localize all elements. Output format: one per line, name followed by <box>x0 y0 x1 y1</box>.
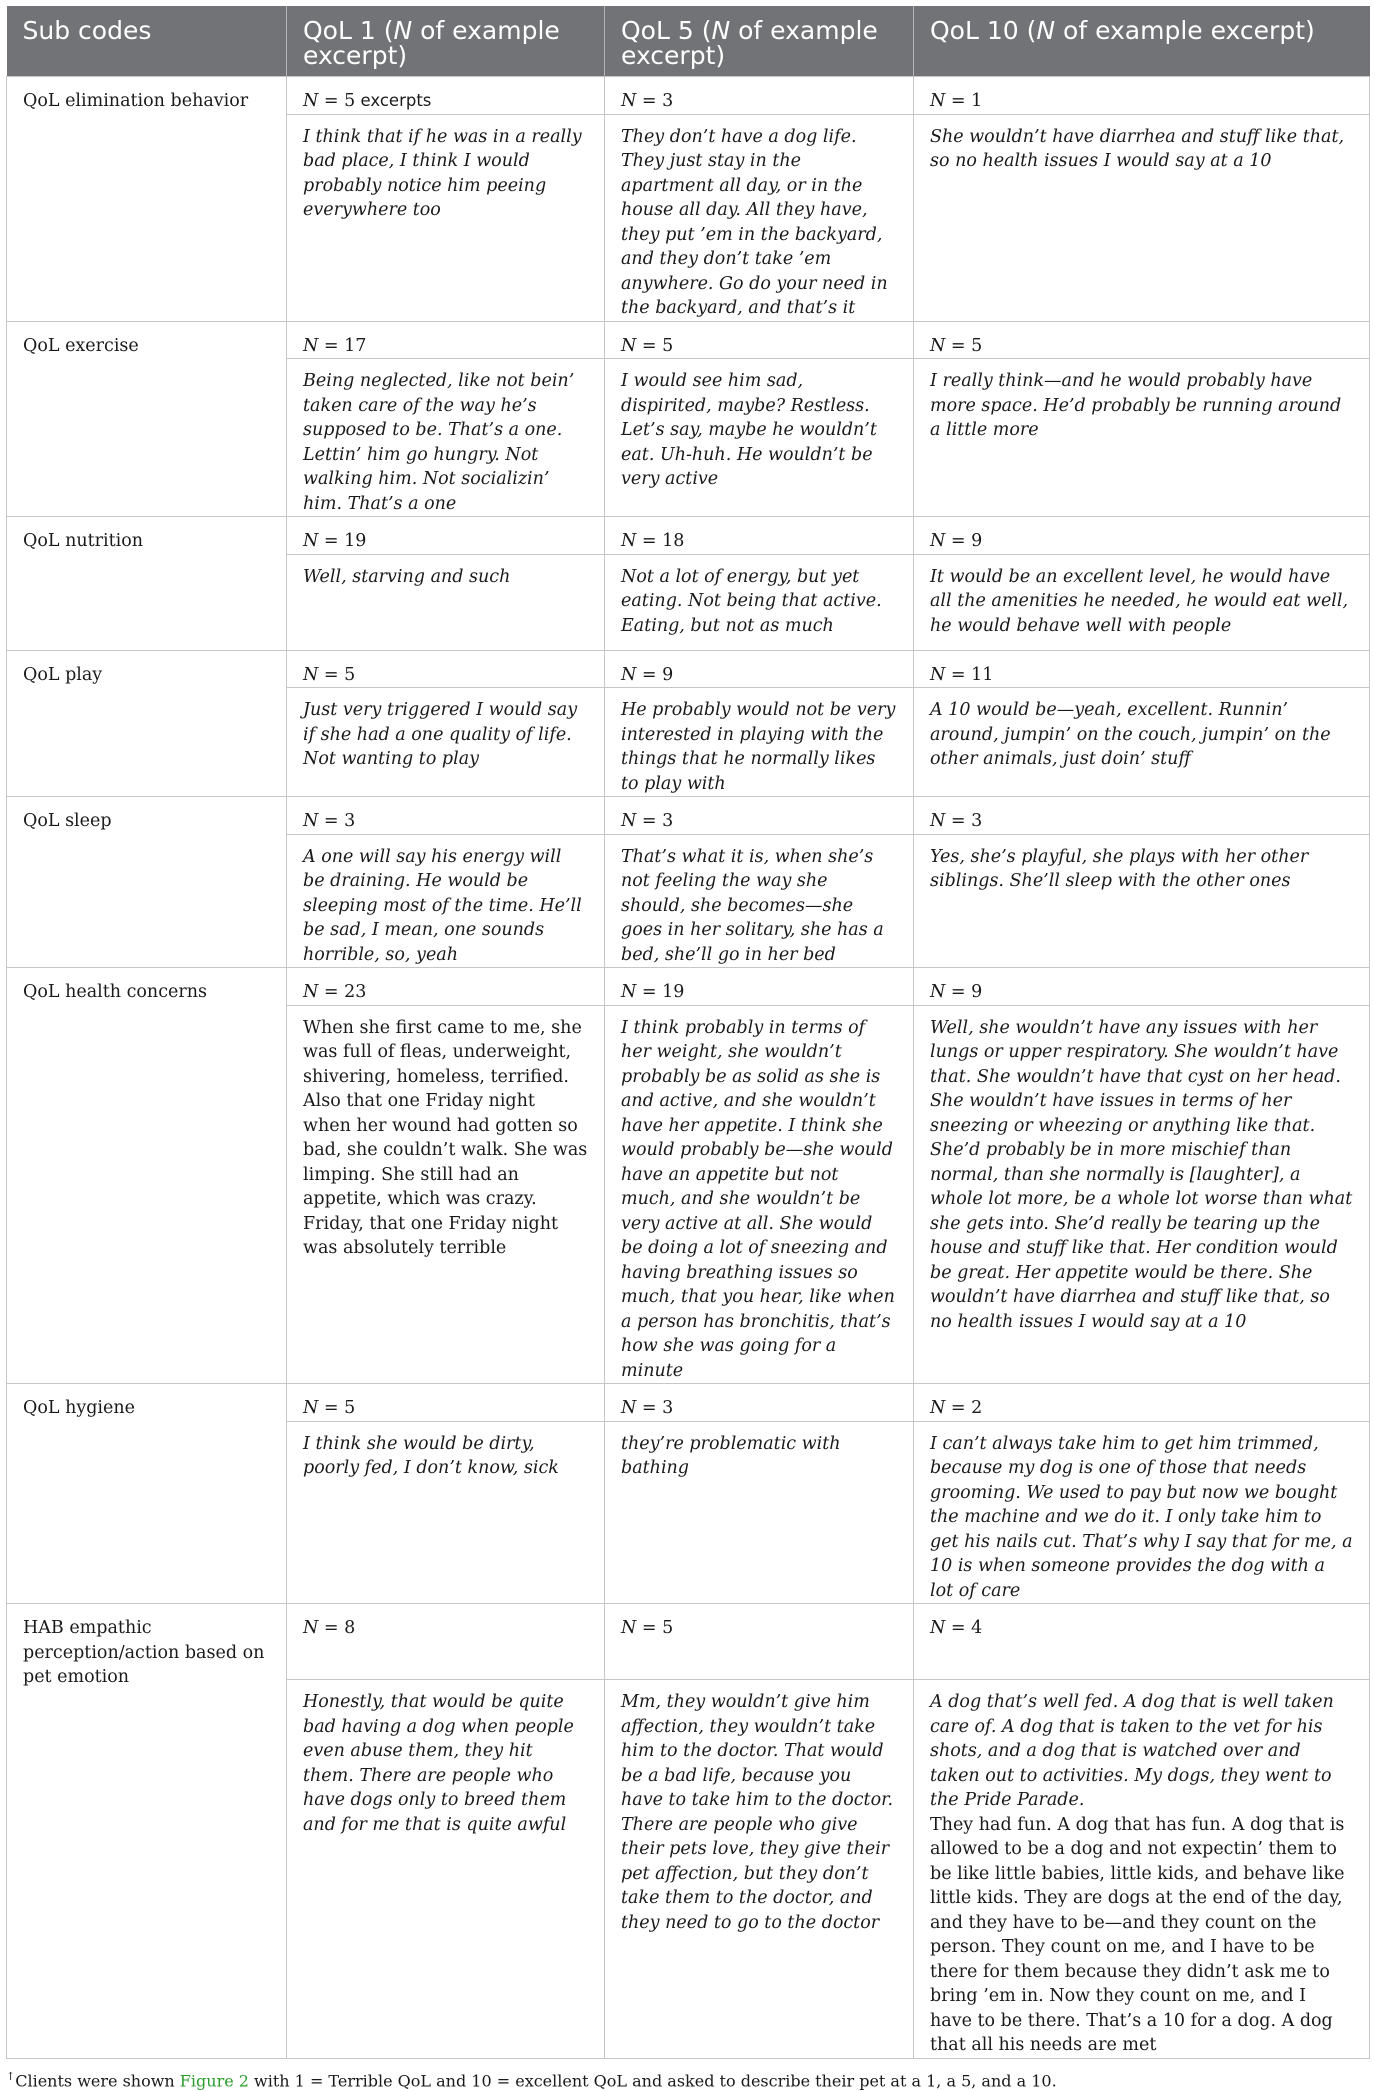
excerpt-qol10-part2: They had fun. A dog that has fun. A dog that is allowed to be a dog and not expectin’ them to be like little babies, little kids, and behave like little kids. They are dogs at the end of the day, and they have to be—and they count on the person. They count on me, and I have to be there for them because they didn’t ask me to bring ’em in. Now they count on me, and I have to be there. That’s a 10 for a dog. A dog that all his needs are met <box>930 1814 1345 2055</box>
subcode-cell: QoL exercise <box>7 321 287 517</box>
excerpt-qol5: He probably would not be very interested in playing with the things that he normally likes to play with <box>605 688 914 797</box>
n-cell-qol10: N = 1 <box>914 77 1370 115</box>
footnote-text-pre: Clients were shown <box>15 2070 180 2090</box>
excerpt-qol10: It would be an excellent level, he would have all the amenities he needed, he would eat well, he would behave well with people <box>914 554 1370 650</box>
excerpt-qol1: Just very triggered I would say if she had a one quality of life. Not wanting to play <box>287 688 605 797</box>
n-cell-qol10: N = 3 <box>914 797 1370 835</box>
n-cell-qol10: N = 5 <box>914 321 1370 359</box>
footnote-mark: ↑ <box>6 2069 16 2083</box>
excerpt-qol5: That’s what it is, when she’s not feeling the way she should, she becomes—she goes in her solitary, she has a bed, she’ll go in her bed <box>605 834 914 968</box>
n-cell-qol10: N = 4 <box>914 1604 1370 1680</box>
n-cell-qol5: N = 3 <box>605 77 914 115</box>
n-cell-qol1: N = 5 <box>287 650 605 688</box>
n-cell-qol5: N = 5 <box>605 321 914 359</box>
footnote-text-post: with 1 = Terrible QoL and 10 = excellent QoL and asked to describe their pet at a 1, a 5, and a 10. <box>248 2070 1057 2090</box>
excerpt-qol1: A one will say his energy will be draining. He would be sleeping most of the time. He’ll be sad, I mean, one sounds horrible, so, yeah <box>287 834 605 968</box>
n-cell-qol1: N = 8 <box>287 1604 605 1680</box>
table-header-row <box>7 6 1370 77</box>
excerpt-qol1: I think that if he was in a really bad place, I think I would probably notice him peeing everywhere too <box>287 114 605 321</box>
n-cell-qol5: N = 18 <box>605 517 914 555</box>
table-row <box>7 797 1370 835</box>
excerpt-qol1: Being neglected, like not bein’ taken care of the way he’s supposed to be. That’s a one. Lettin’ him go hungry. Not walking him. Not socializin’ him. That’s a one <box>287 359 605 517</box>
n-cell-qol10: N = 11 <box>914 650 1370 688</box>
subcode-cell: QoL nutrition <box>7 517 287 651</box>
subcode-cell: QoL sleep <box>7 797 287 968</box>
n-cell-qol1: N = 23 <box>287 968 605 1006</box>
n-cell-qol10: N = 9 <box>914 517 1370 555</box>
n-cell-qol5: N = 19 <box>605 968 914 1006</box>
subcode-cell: QoL elimination behavior <box>7 77 287 322</box>
excerpt-qol10: I really think—and he would probably have more space. He’d probably be running around a little more <box>914 359 1370 517</box>
n-cell-qol5: N = 9 <box>605 650 914 688</box>
header-qol5: QoL 5 (N of example excerpt) <box>605 6 914 77</box>
excerpt-qol10: I can’t always take him to get him trimmed, because my dog is one of those that needs grooming. We used to pay but now we bought the machine and we do it. I only take him to get his nails cut. That’s why I say that for me, a 10 is when someone provides the dog with a lot of care <box>914 1421 1370 1604</box>
header-qol1: QoL 1 (N of example excerpt) <box>287 6 605 77</box>
excerpt-qol1: I think she would be dirty, poorly fed, I don’t know, sick <box>287 1421 605 1604</box>
excerpt-qol10: A 10 would be—yeah, excellent. Runnin’ around, jumpin’ on the couch, jumpin’ on the other animals, just doin’ stuff <box>914 688 1370 797</box>
qol-table <box>6 6 1370 2059</box>
n-cell-qol5: N = 3 <box>605 797 914 835</box>
subcode-cell: HAB empathic perception/action based on pet emotion <box>7 1604 287 2059</box>
excerpt-qol5: I would see him sad, dispirited, maybe? Restless. Let’s say, maybe he wouldn’t eat. Uh-huh. He wouldn’t be very active <box>605 359 914 517</box>
n-cell-qol1: N = 19 <box>287 517 605 555</box>
figure-2-link[interactable]: Figure 2 <box>179 2070 249 2090</box>
excerpt-qol10: Yes, she’s playful, she plays with her other siblings. She’ll sleep with the other ones <box>914 834 1370 968</box>
table-row <box>7 968 1370 1006</box>
table-row <box>7 1604 1370 1680</box>
header-qol10: QoL 10 (N of example excerpt) <box>914 6 1370 77</box>
excerpt-qol5: they’re problematic with bathing <box>605 1421 914 1604</box>
table-row <box>7 650 1370 688</box>
header-sub-codes: Sub codes <box>7 6 287 77</box>
n-cell-qol10: N = 2 <box>914 1384 1370 1422</box>
excerpt-qol10: She wouldn’t have diarrhea and stuff like that, so no health issues I would say at a 10 <box>914 114 1370 321</box>
excerpt-qol10-part1: A dog that’s well fed. A dog that is well taken care of. A dog that is taken to the vet for his shots, and a dog that is watched over and taken out to activities. My dogs, they went to the Pride Parade. <box>930 1692 1334 1810</box>
page <box>6 6 1369 2091</box>
n-cell-qol1: N = 3 <box>287 797 605 835</box>
table-row <box>7 1384 1370 1422</box>
excerpt-qol10 <box>914 1680 1370 2059</box>
table-row <box>7 77 1370 115</box>
subcode-cell: QoL hygiene <box>7 1384 287 1604</box>
subcode-cell: QoL play <box>7 650 287 797</box>
excerpt-qol1: Honestly, that would be quite bad having a dog when people even abuse them, they hit them. There are people who have dogs only to breed them and for me that is quite awful <box>287 1680 605 2059</box>
subcode-cell: QoL health concerns <box>7 968 287 1384</box>
table-row <box>7 517 1370 555</box>
excerpt-qol1: Well, starving and such <box>287 554 605 650</box>
excerpt-qol5: I think probably in terms of her weight, she wouldn’t probably be as solid as she is and active, and she wouldn’t have her appetite. I think she would probably be—she would have an appetite but not much, and she wouldn’t be very active at all. She would be doing a lot of sneezing and having breathing issues so much, that you hear, like when a person has bronchitis, that’s how she was going for a minute <box>605 1005 914 1384</box>
n-cell-qol5: N = 3 <box>605 1384 914 1422</box>
n-cell-qol1: N = 17 <box>287 321 605 359</box>
table-footnote <box>6 2067 1369 2091</box>
table-row <box>7 321 1370 359</box>
n-cell-qol5: N = 5 <box>605 1604 914 1680</box>
n-cell-qol10: N = 9 <box>914 968 1370 1006</box>
excerpt-qol5: Not a lot of energy, but yet eating. Not being that active. Eating, but not as much <box>605 554 914 650</box>
n-cell-qol1: N = 5 excerpts <box>287 77 605 115</box>
excerpt-qol5: Mm, they wouldn’t give him affection, they wouldn’t take him to the doctor. That would be a bad life, because you have to take him to the doctor. There are people who give their pets love, they give their pet affection, but they don’t take them to the doctor, and they need to go to the doctor <box>605 1680 914 2059</box>
excerpt-qol1: When she first came to me, she was full of fleas, underweight, shivering, homeless, terrified. Also that one Friday night when her wound had gotten so bad, she couldn’t walk. She was limping. She still had an appetite, which was crazy. Friday, that one Friday night was absolutely terrible <box>287 1005 605 1384</box>
n-cell-qol1: N = 5 <box>287 1384 605 1422</box>
excerpt-qol5: They don’t have a dog life. They just stay in the apartment all day, or in the house all day. All they have, they put ’em in the backyard, and they don’t take ’em anywhere. Go do your need in the backyard, and that’s it <box>605 114 914 321</box>
excerpt-qol10: Well, she wouldn’t have any issues with her lungs or upper respiratory. She wouldn’t have that. She wouldn’t have that cyst on her head. She wouldn’t have issues in terms of her sneezing or wheezing or anything like that. She’d probably be in more mischief than normal, than she normally is [laughter], a whole lot more, be a whole lot worse than what she gets into. She’d really be tearing up the house and stuff like that. Her condition would be great. Her appetite would be there. She wouldn’t have diarrhea and stuff like that, so no health issues I would say at a 10 <box>914 1005 1370 1384</box>
